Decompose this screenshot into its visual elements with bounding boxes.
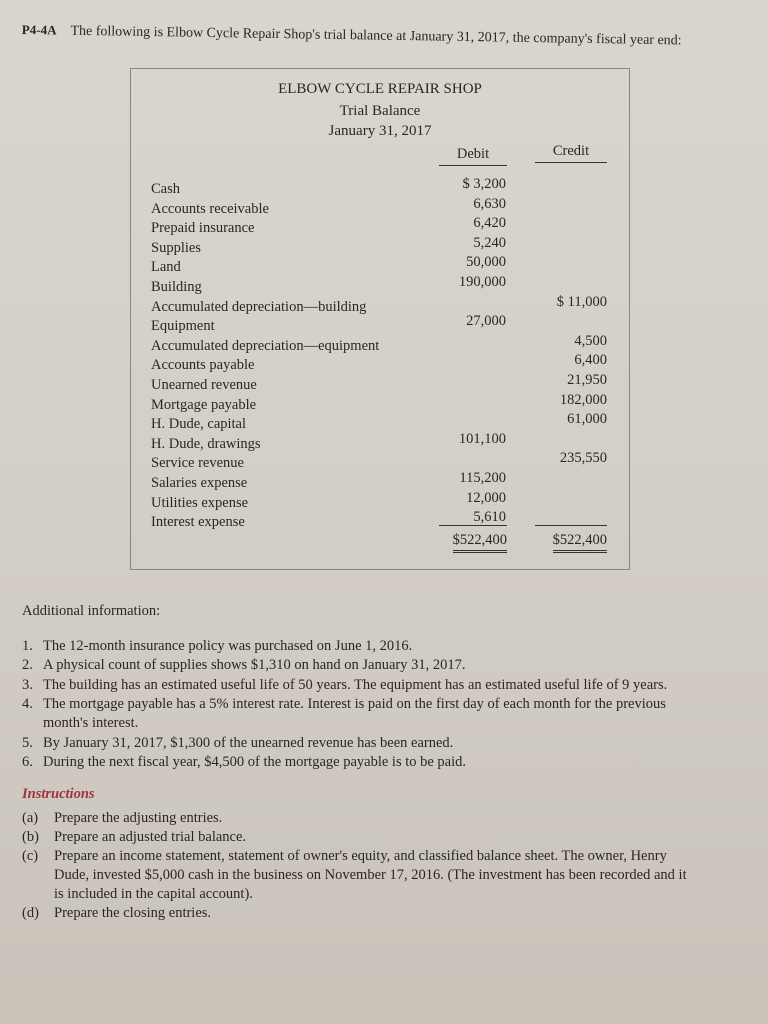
credit-amount: 235,550: [559, 450, 607, 467]
credit-header: Credit: [535, 143, 607, 163]
item-text: During the next fiscal year, $4,500 of the mortgage payable is to be paid.: [43, 754, 467, 770]
additional-info-heading: Additional information:: [22, 603, 161, 619]
account-name: Salaries expense: [151, 475, 248, 491]
table-row: [151, 332, 607, 357]
account-name: H. Dude, drawings: [151, 435, 261, 452]
item-number: (b): [22, 829, 39, 845]
statement-date: January 31, 2017: [328, 123, 432, 139]
item-text: month's interest.: [43, 715, 139, 731]
list-item: [22, 905, 211, 922]
item-text: The mortgage payable has a 5% interest rate. Interest is paid on the first day of each month for the previous: [43, 696, 666, 712]
credit-amount: 6,400: [574, 352, 607, 369]
table-row: [151, 411, 607, 435]
item-text: is included in the capital account).: [54, 886, 253, 902]
debit-amount: 6,630: [473, 195, 506, 212]
item-number: 1.: [22, 638, 33, 654]
item-text: The building has an estimated useful life of 50 years. The equipment has an estimated useful life of 9 years.: [43, 677, 668, 693]
table-row: [151, 352, 607, 376]
table-row: [151, 293, 607, 318]
item-text: Prepare the adjusting entries.: [54, 810, 223, 826]
table-row: [151, 215, 607, 239]
debit-amount: 12,000: [466, 489, 506, 506]
credit-amount: 21,950: [567, 372, 607, 388]
debit-amount: 190,000: [458, 274, 506, 290]
account-name: Accounts payable: [151, 357, 255, 374]
list-item: [22, 829, 246, 846]
account-name: H. Dude, capital: [151, 416, 247, 433]
account-name: Unearned revenue: [151, 377, 257, 393]
company-name: ELBOW CYCLE REPAIR SHOP: [278, 81, 482, 97]
debit-amount: 50,000: [466, 254, 506, 271]
account-name: Accumulated depreciation—building: [151, 298, 367, 315]
list-item: [22, 810, 222, 827]
problem-text: The following is Elbow Cycle Repair Shop's trial balance at January 31, 2017, the company's fiscal year end:: [70, 23, 682, 49]
table-row: [151, 176, 607, 200]
item-number: 6.: [22, 754, 33, 770]
account-name: Supplies: [151, 239, 201, 256]
account-name: Interest expense: [151, 514, 245, 531]
problem-number: P4-4A: [21, 22, 57, 38]
debit-amount: $ 3,200: [462, 176, 506, 192]
account-name: Accumulated depreciation—equipment: [151, 337, 380, 354]
table-row: [151, 391, 607, 416]
problem-statement: [22, 22, 682, 49]
table-row: [151, 254, 607, 278]
item-text: Prepare an adjusted trial balance.: [54, 829, 247, 845]
table-row: [151, 195, 607, 220]
item-text: A physical count of supplies shows $1,310 on hand on January 31, 2017.: [43, 657, 466, 673]
debit-amount: 5,610: [473, 509, 506, 526]
instructions-heading: Instructions: [22, 786, 95, 802]
credit-amount: 182,000: [559, 391, 607, 408]
total-credit: $522,400: [553, 532, 607, 553]
debit-amount: 6,420: [473, 215, 506, 232]
table-row: [151, 372, 607, 396]
list-item: [22, 754, 466, 771]
item-number: (a): [22, 810, 39, 826]
list-item: [22, 848, 667, 865]
account-name: Utilities expense: [151, 494, 249, 511]
total-debit: $522,400: [453, 532, 507, 553]
list-item: [22, 638, 412, 655]
table-row: [151, 234, 607, 259]
list-item: [22, 867, 687, 884]
item-text: Prepare an income statement, statement of owner's equity, and classified balance sheet. The owner, Henry: [54, 848, 667, 864]
account-name: Cash: [151, 181, 180, 197]
item-number: (c): [22, 848, 39, 864]
table-row: [151, 489, 607, 514]
account-name: Prepaid insurance: [151, 220, 255, 237]
item-number: (d): [22, 905, 39, 921]
credit-amount: 4,500: [574, 332, 607, 349]
list-item: [22, 677, 667, 694]
debit-amount: 115,200: [459, 470, 506, 486]
list-item: [22, 735, 453, 752]
table-row: [151, 274, 607, 298]
table-row: [151, 470, 607, 494]
item-number: 3.: [22, 677, 33, 693]
list-item: [22, 715, 138, 732]
item-text: By January 31, 2017, $1,300 of the unearned revenue has been earned.: [43, 735, 454, 751]
debit-amount: 101,100: [458, 430, 506, 447]
list-item: [22, 696, 666, 713]
item-number: 2.: [22, 657, 33, 673]
account-name: Mortgage payable: [151, 396, 257, 413]
table-row: [151, 450, 607, 474]
account-name: Land: [151, 259, 181, 276]
debit-amount: 27,000: [466, 313, 506, 330]
item-number: 5.: [22, 735, 33, 751]
list-item: [22, 657, 465, 674]
credit-amount: $ 11,000: [556, 293, 607, 310]
account-name: Accounts receivable: [151, 200, 269, 217]
table-row: [151, 430, 607, 455]
table-row: [151, 313, 607, 337]
account-name: Building: [151, 279, 202, 295]
item-number: 4.: [22, 696, 33, 712]
debit-amount: 5,240: [473, 234, 506, 251]
trial-balance-table: [130, 68, 630, 570]
debit-header: Debit: [439, 146, 507, 166]
item-text: The 12-month insurance policy was purchased on June 1, 2016.: [43, 638, 413, 654]
statement-title: Trial Balance: [339, 103, 421, 119]
credit-amount: 61,000: [567, 411, 607, 428]
item-text: Prepare the closing entries.: [54, 905, 212, 921]
list-item: [22, 886, 253, 903]
account-name: Service revenue: [151, 455, 244, 472]
account-name: Equipment: [151, 318, 215, 335]
item-text: Dude, invested $5,000 cash in the business on November 17, 2016. (The investment has been recorded and it: [54, 867, 687, 883]
